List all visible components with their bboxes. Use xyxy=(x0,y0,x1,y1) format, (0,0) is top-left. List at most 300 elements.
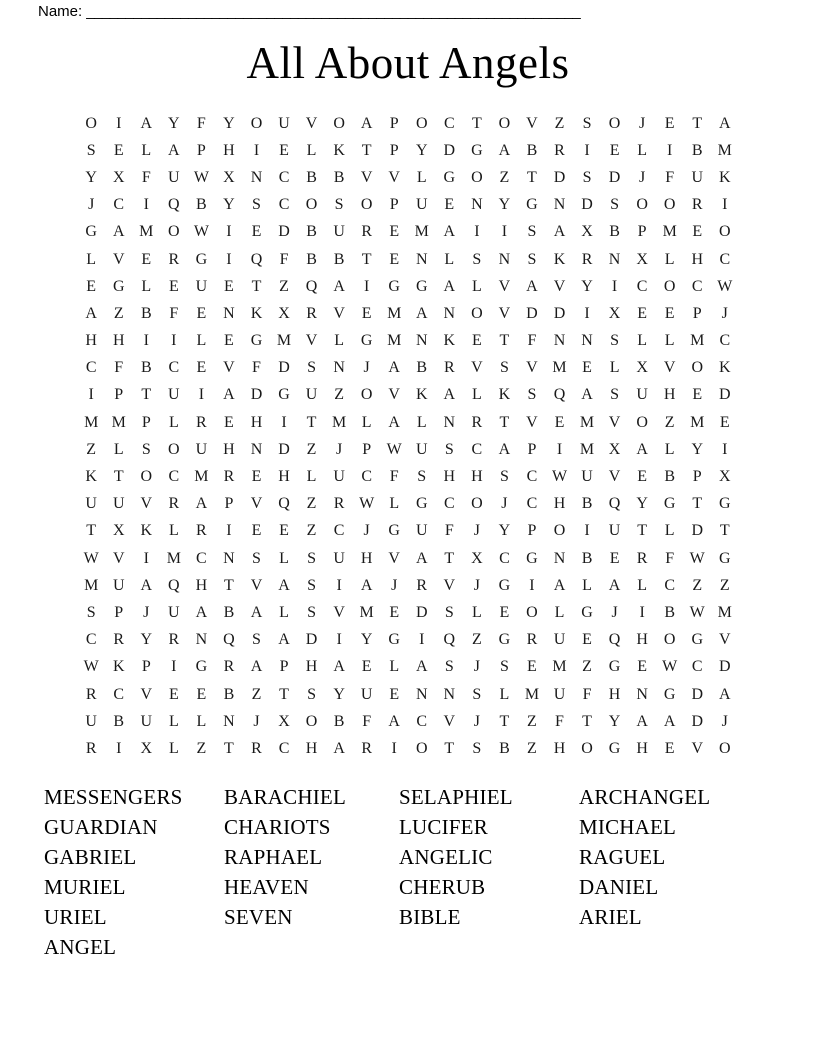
grid-cell[interactable]: B xyxy=(140,359,152,377)
grid-cell[interactable]: R xyxy=(636,549,648,567)
grid-cell[interactable]: Y xyxy=(85,168,97,186)
grid-cell[interactable]: N xyxy=(223,304,235,322)
grid-cell[interactable]: I xyxy=(639,603,645,621)
grid-cell[interactable]: T xyxy=(527,168,537,186)
grid-cell[interactable]: O xyxy=(85,114,97,132)
grid-cell[interactable]: T xyxy=(499,332,510,350)
grid-cell[interactable]: A xyxy=(388,359,400,377)
grid-cell[interactable]: Q xyxy=(553,386,566,404)
grid-cell[interactable]: N xyxy=(415,332,428,350)
grid-cell[interactable]: G xyxy=(498,631,511,649)
grid-cell[interactable]: P xyxy=(527,440,537,458)
grid-cell[interactable]: J xyxy=(611,603,618,621)
grid-cell[interactable]: A xyxy=(140,576,153,594)
grid-cell[interactable]: Y xyxy=(498,522,511,540)
grid-cell[interactable]: I xyxy=(611,277,618,295)
grid-cell[interactable]: V xyxy=(140,685,153,703)
grid-cell[interactable]: J xyxy=(473,522,480,540)
grid-cell[interactable]: M xyxy=(387,332,402,350)
grid-cell[interactable]: A xyxy=(718,114,731,132)
grid-cell[interactable]: I xyxy=(584,522,590,540)
grid-cell[interactable]: C xyxy=(664,576,676,594)
grid-cell[interactable]: X xyxy=(608,304,621,322)
grid-cell[interactable]: S xyxy=(417,468,427,486)
grid-cell[interactable]: N xyxy=(250,168,263,186)
grid-cell[interactable]: A xyxy=(553,223,566,241)
grid-cell[interactable]: X xyxy=(223,168,235,186)
grid-cell[interactable]: G xyxy=(388,522,400,540)
grid-cell[interactable]: S xyxy=(499,359,509,377)
grid-cell[interactable]: I xyxy=(474,223,480,241)
grid-cell[interactable]: S xyxy=(86,141,96,159)
word-list-item[interactable]: MURIEL xyxy=(44,875,126,899)
grid-cell[interactable]: V xyxy=(305,332,318,350)
grid-cell[interactable]: B xyxy=(223,603,235,621)
grid-cell[interactable]: S xyxy=(610,332,620,350)
grid-cell[interactable]: K xyxy=(140,522,153,540)
grid-cell[interactable]: I xyxy=(584,141,590,159)
grid-cell[interactable]: Z xyxy=(527,739,537,757)
grid-cell[interactable]: T xyxy=(361,141,372,159)
grid-cell[interactable]: K xyxy=(415,386,428,404)
grid-cell[interactable]: E xyxy=(141,250,152,268)
grid-cell[interactable]: V xyxy=(498,277,511,295)
grid-cell[interactable]: Y xyxy=(333,685,345,703)
grid-cell[interactable]: U xyxy=(305,386,318,404)
grid-cell[interactable]: W xyxy=(551,468,568,486)
grid-cell[interactable]: B xyxy=(306,168,317,186)
grid-cell[interactable]: W xyxy=(83,658,99,676)
grid-cell[interactable]: G xyxy=(415,277,428,295)
grid-cell[interactable]: H xyxy=(608,685,621,703)
grid-cell[interactable]: T xyxy=(306,413,317,431)
grid-cell[interactable]: A xyxy=(718,685,731,703)
grid-cell[interactable]: A xyxy=(526,277,538,295)
grid-cell[interactable]: B xyxy=(416,359,428,377)
grid-cell[interactable]: V xyxy=(112,250,125,268)
grid-cell[interactable]: H xyxy=(360,549,373,567)
grid-cell[interactable]: U xyxy=(553,685,566,703)
grid-cell[interactable]: F xyxy=(279,250,289,268)
grid-cell[interactable]: R xyxy=(85,739,97,757)
grid-cell[interactable]: A xyxy=(553,576,566,594)
grid-cell[interactable]: H xyxy=(691,250,703,268)
grid-cell[interactable]: O xyxy=(471,304,483,322)
grid-cell[interactable]: S xyxy=(334,196,344,214)
grid-cell[interactable]: E xyxy=(224,277,234,295)
grid-cell[interactable]: X xyxy=(718,468,731,486)
grid-cell[interactable]: D xyxy=(718,386,731,404)
grid-cell[interactable]: S xyxy=(307,549,317,567)
grid-cell[interactable]: N xyxy=(223,549,235,567)
grid-cell[interactable]: O xyxy=(636,413,648,431)
grid-cell[interactable]: P xyxy=(141,658,151,676)
grid-cell[interactable]: B xyxy=(499,739,510,757)
grid-cell[interactable]: S xyxy=(307,603,317,621)
grid-cell[interactable]: L xyxy=(306,141,317,159)
grid-cell[interactable]: S xyxy=(307,359,317,377)
grid-cell[interactable]: V xyxy=(360,168,373,186)
grid-cell[interactable]: C xyxy=(113,685,125,703)
grid-cell[interactable]: C xyxy=(636,277,648,295)
grid-cell[interactable]: R xyxy=(168,495,180,513)
grid-cell[interactable]: L xyxy=(361,413,372,431)
grid-cell[interactable]: V xyxy=(718,631,731,649)
grid-cell[interactable]: F xyxy=(389,468,399,486)
grid-cell[interactable]: V xyxy=(553,277,566,295)
grid-cell[interactable]: R xyxy=(333,495,345,513)
grid-cell[interactable]: L xyxy=(664,522,675,540)
grid-cell[interactable]: N xyxy=(443,413,456,431)
grid-cell[interactable]: Y xyxy=(168,114,180,132)
grid-cell[interactable]: E xyxy=(113,141,124,159)
grid-cell[interactable]: F xyxy=(141,168,151,186)
grid-cell[interactable]: O xyxy=(333,114,345,132)
grid-cell[interactable]: E xyxy=(554,413,565,431)
grid-cell[interactable]: L xyxy=(86,250,97,268)
grid-cell[interactable]: J xyxy=(363,359,370,377)
grid-cell[interactable]: A xyxy=(608,576,621,594)
grid-cell[interactable]: R xyxy=(113,631,125,649)
grid-cell[interactable]: V xyxy=(608,413,621,431)
grid-cell[interactable]: V xyxy=(305,114,318,132)
grid-cell[interactable]: G xyxy=(498,576,511,594)
grid-cell[interactable]: Y xyxy=(498,196,511,214)
grid-cell[interactable]: R xyxy=(223,658,235,676)
grid-cell[interactable]: F xyxy=(665,168,675,186)
grid-cell[interactable]: D xyxy=(691,522,703,540)
grid-cell[interactable]: B xyxy=(333,250,345,268)
grid-cell[interactable]: D xyxy=(278,359,290,377)
grid-cell[interactable]: E xyxy=(637,304,648,322)
grid-cell[interactable]: F xyxy=(555,712,564,730)
grid-cell[interactable]: D xyxy=(526,304,538,322)
grid-cell[interactable]: G xyxy=(195,658,208,676)
grid-cell[interactable]: O xyxy=(553,522,566,540)
grid-cell[interactable]: S xyxy=(472,250,482,268)
grid-cell[interactable]: H xyxy=(663,386,676,404)
grid-cell[interactable]: E xyxy=(499,603,510,621)
grid-cell[interactable]: N xyxy=(195,631,208,649)
grid-cell[interactable]: E xyxy=(168,685,179,703)
grid-cell[interactable]: U xyxy=(415,522,428,540)
grid-cell[interactable]: B xyxy=(333,168,345,186)
grid-cell[interactable]: S xyxy=(472,739,482,757)
grid-cell[interactable]: H xyxy=(250,413,263,431)
word-list-item[interactable]: RAGUEL xyxy=(579,845,666,869)
grid-cell[interactable]: L xyxy=(637,576,648,594)
grid-cell[interactable]: J xyxy=(253,712,260,730)
grid-cell[interactable]: U xyxy=(333,223,345,241)
grid-cell[interactable]: E xyxy=(664,304,675,322)
grid-cell[interactable]: G xyxy=(608,739,621,757)
grid-cell[interactable]: U xyxy=(553,631,566,649)
grid-cell[interactable]: O xyxy=(663,631,676,649)
grid-cell[interactable]: S xyxy=(252,196,261,214)
grid-cell[interactable]: H xyxy=(636,631,648,649)
word-list-item[interactable]: SELAPHIEL xyxy=(399,785,513,809)
grid-cell[interactable]: P xyxy=(389,141,399,159)
grid-cell[interactable]: I xyxy=(171,658,177,676)
grid-cell[interactable]: J xyxy=(473,658,480,676)
grid-cell[interactable]: M xyxy=(524,685,540,703)
grid-cell[interactable]: O xyxy=(636,196,648,214)
grid-cell[interactable]: Q xyxy=(608,495,621,513)
grid-cell[interactable]: K xyxy=(718,168,731,186)
grid-cell[interactable]: I xyxy=(143,549,149,567)
grid-cell[interactable]: G xyxy=(195,250,208,268)
grid-cell[interactable]: L xyxy=(664,440,675,458)
grid-cell[interactable]: Q xyxy=(278,495,290,513)
grid-cell[interactable]: L xyxy=(168,739,179,757)
grid-cell[interactable]: C xyxy=(333,522,345,540)
grid-cell[interactable]: V xyxy=(223,359,235,377)
grid-cell[interactable]: L xyxy=(609,359,620,377)
grid-cell[interactable]: L xyxy=(664,332,675,350)
grid-cell[interactable]: A xyxy=(195,495,208,513)
grid-cell[interactable]: E xyxy=(609,141,620,159)
grid-cell[interactable]: U xyxy=(636,386,648,404)
grid-cell[interactable]: L xyxy=(637,332,648,350)
grid-cell[interactable]: V xyxy=(140,495,153,513)
grid-cell[interactable]: A xyxy=(443,277,456,295)
grid-cell[interactable]: T xyxy=(444,739,455,757)
grid-cell[interactable]: L xyxy=(196,332,207,350)
grid-cell[interactable]: L xyxy=(168,522,179,540)
grid-cell[interactable]: T xyxy=(471,114,482,132)
grid-cell[interactable]: Y xyxy=(608,712,621,730)
grid-cell[interactable]: R xyxy=(443,359,455,377)
grid-cell[interactable]: O xyxy=(415,739,428,757)
grid-cell[interactable]: M xyxy=(166,549,181,567)
grid-cell[interactable]: V xyxy=(333,304,345,322)
word-list-item[interactable]: MICHAEL xyxy=(579,815,677,839)
grid-cell[interactable]: J xyxy=(721,712,728,730)
grid-cell[interactable]: Z xyxy=(471,631,482,649)
grid-cell[interactable]: C xyxy=(719,250,731,268)
grid-cell[interactable]: N xyxy=(223,712,235,730)
grid-cell[interactable]: T xyxy=(141,386,152,404)
grid-cell[interactable]: G xyxy=(663,495,676,513)
grid-cell[interactable]: D xyxy=(305,631,318,649)
grid-cell[interactable]: N xyxy=(443,304,456,322)
grid-cell[interactable]: J xyxy=(143,603,150,621)
grid-cell[interactable]: U xyxy=(581,468,593,486)
grid-cell[interactable]: D xyxy=(581,196,593,214)
grid-cell[interactable]: H xyxy=(636,739,648,757)
grid-cell[interactable]: A xyxy=(443,223,456,241)
grid-cell[interactable]: X xyxy=(140,739,153,757)
grid-cell[interactable]: I xyxy=(226,522,232,540)
grid-cell[interactable]: I xyxy=(364,277,370,295)
grid-cell[interactable]: D xyxy=(250,386,263,404)
grid-cell[interactable]: V xyxy=(443,712,456,730)
word-list-item[interactable]: BARACHIEL xyxy=(224,785,346,809)
grid-cell[interactable]: V xyxy=(498,304,511,322)
grid-cell[interactable]: R xyxy=(691,196,703,214)
grid-cell[interactable]: L xyxy=(168,712,179,730)
grid-cell[interactable]: L xyxy=(196,712,207,730)
grid-cell[interactable]: M xyxy=(359,603,374,621)
grid-cell[interactable]: M xyxy=(690,332,705,350)
grid-cell[interactable]: S xyxy=(141,440,151,458)
word-list-item[interactable]: GUARDIAN xyxy=(44,815,158,839)
grid-cell[interactable]: X xyxy=(581,223,593,241)
grid-cell[interactable]: A xyxy=(636,712,648,730)
grid-cell[interactable]: I xyxy=(336,631,342,649)
grid-cell[interactable]: S xyxy=(472,685,482,703)
grid-cell[interactable]: E xyxy=(664,114,675,132)
grid-cell[interactable]: S xyxy=(252,631,261,649)
grid-cell[interactable]: J xyxy=(721,304,728,322)
grid-cell[interactable]: U xyxy=(85,712,97,730)
word-search-grid[interactable] xyxy=(78,110,738,763)
grid-cell[interactable]: T xyxy=(719,522,730,540)
grid-cell[interactable]: R xyxy=(168,631,180,649)
grid-cell[interactable]: F xyxy=(362,712,372,730)
grid-cell[interactable]: Z xyxy=(499,168,510,186)
grid-cell[interactable]: L xyxy=(637,141,648,159)
grid-cell[interactable]: P xyxy=(224,495,234,513)
grid-cell[interactable]: A xyxy=(360,114,373,132)
grid-cell[interactable]: G xyxy=(85,223,97,241)
grid-cell[interactable]: O xyxy=(691,359,703,377)
grid-cell[interactable]: E xyxy=(471,332,482,350)
grid-cell[interactable]: S xyxy=(444,440,454,458)
grid-cell[interactable]: A xyxy=(415,549,428,567)
grid-cell[interactable]: B xyxy=(526,141,538,159)
grid-cell[interactable]: O xyxy=(581,739,593,757)
word-list-item[interactable]: CHERUB xyxy=(399,875,486,899)
grid-cell[interactable]: R xyxy=(196,522,207,540)
word-list-item[interactable]: LUCIFER xyxy=(399,815,488,839)
grid-cell[interactable]: P xyxy=(362,440,372,458)
grid-cell[interactable]: O xyxy=(718,223,731,241)
grid-cell[interactable]: Z xyxy=(113,304,124,322)
grid-cell[interactable]: Z xyxy=(554,114,565,132)
grid-cell[interactable]: I xyxy=(253,141,260,159)
grid-cell[interactable]: O xyxy=(608,114,621,132)
grid-cell[interactable]: E xyxy=(86,277,97,295)
grid-cell[interactable]: K xyxy=(498,386,511,404)
grid-cell[interactable]: U xyxy=(415,196,428,214)
grid-cell[interactable]: A xyxy=(360,576,373,594)
grid-cell[interactable]: C xyxy=(499,549,510,567)
grid-cell[interactable]: T xyxy=(86,522,97,540)
grid-cell[interactable]: W xyxy=(689,549,705,567)
grid-cell[interactable]: P xyxy=(196,141,206,159)
grid-cell[interactable]: L xyxy=(499,685,510,703)
grid-cell[interactable]: H xyxy=(305,658,318,676)
grid-cell[interactable]: R xyxy=(526,631,538,649)
grid-cell[interactable]: U xyxy=(140,712,153,730)
grid-cell[interactable]: M xyxy=(139,223,154,241)
word-list-item[interactable]: DANIEL xyxy=(579,875,659,899)
grid-cell[interactable]: R xyxy=(361,739,372,757)
grid-cell[interactable]: T xyxy=(224,739,234,757)
grid-cell[interactable]: L xyxy=(168,413,179,431)
grid-cell[interactable]: B xyxy=(140,304,152,322)
grid-cell[interactable]: M xyxy=(579,440,595,458)
grid-cell[interactable]: G xyxy=(112,277,125,295)
grid-cell[interactable]: L xyxy=(389,658,400,676)
grid-cell[interactable]: A xyxy=(112,223,125,241)
grid-cell[interactable]: E xyxy=(692,386,703,404)
grid-cell[interactable]: O xyxy=(663,277,676,295)
grid-cell[interactable]: S xyxy=(610,196,620,214)
grid-cell[interactable]: P xyxy=(637,223,647,241)
grid-cell[interactable]: M xyxy=(579,413,595,431)
grid-cell[interactable]: F xyxy=(114,359,124,377)
grid-cell[interactable]: R xyxy=(306,304,317,322)
grid-cell[interactable]: I xyxy=(667,141,673,159)
grid-cell[interactable]: B xyxy=(223,685,235,703)
name-input-line[interactable]: _______________________________________________________________ xyxy=(86,3,581,20)
grid-cell[interactable]: C xyxy=(278,196,290,214)
word-list-item[interactable]: CHARIOTS xyxy=(224,815,331,839)
grid-cell[interactable]: O xyxy=(526,603,538,621)
grid-cell[interactable]: O xyxy=(360,386,373,404)
grid-cell[interactable]: H xyxy=(195,576,208,594)
grid-cell[interactable]: C xyxy=(691,658,703,676)
grid-cell[interactable]: B xyxy=(664,603,676,621)
grid-cell[interactable]: Q xyxy=(168,576,180,594)
grid-cell[interactable]: J xyxy=(88,196,95,214)
grid-cell[interactable]: E xyxy=(527,658,537,676)
grid-cell[interactable]: I xyxy=(281,413,287,431)
grid-cell[interactable]: A xyxy=(278,631,290,649)
grid-cell[interactable]: B xyxy=(333,712,345,730)
grid-cell[interactable]: L xyxy=(471,277,482,295)
grid-cell[interactable]: B xyxy=(609,223,620,241)
grid-cell[interactable]: O xyxy=(663,196,676,214)
grid-cell[interactable]: E xyxy=(279,522,289,540)
grid-cell[interactable]: H xyxy=(223,141,235,159)
grid-cell[interactable]: M xyxy=(276,332,292,350)
grid-cell[interactable]: C xyxy=(719,332,731,350)
grid-cell[interactable]: H xyxy=(443,468,456,486)
grid-cell[interactable]: V xyxy=(443,576,456,594)
grid-cell[interactable]: W xyxy=(193,223,209,241)
grid-cell[interactable]: E xyxy=(196,685,207,703)
grid-cell[interactable]: G xyxy=(250,332,263,350)
grid-cell[interactable]: U xyxy=(333,549,345,567)
grid-cell[interactable]: V xyxy=(526,413,538,431)
grid-cell[interactable]: Q xyxy=(250,250,263,268)
grid-cell[interactable]: O xyxy=(360,196,373,214)
grid-cell[interactable]: C xyxy=(471,440,483,458)
grid-cell[interactable]: G xyxy=(443,168,456,186)
grid-cell[interactable]: H xyxy=(553,495,566,513)
grid-cell[interactable]: Z xyxy=(306,495,317,513)
grid-cell[interactable]: L xyxy=(141,277,152,295)
grid-cell[interactable]: I xyxy=(556,440,563,458)
grid-cell[interactable]: V xyxy=(333,603,345,621)
grid-cell[interactable]: I xyxy=(391,739,397,757)
grid-cell[interactable]: G xyxy=(718,495,731,513)
grid-cell[interactable]: V xyxy=(388,168,400,186)
grid-cell[interactable]: A xyxy=(581,386,593,404)
grid-cell[interactable]: V xyxy=(112,549,125,567)
grid-cell[interactable]: F xyxy=(582,685,592,703)
grid-cell[interactable]: T xyxy=(692,495,703,513)
grid-cell[interactable]: J xyxy=(501,495,508,513)
grid-cell[interactable]: N xyxy=(333,359,345,377)
grid-cell[interactable]: M xyxy=(662,223,677,241)
word-list-item[interactable]: BIBLE xyxy=(399,905,461,929)
grid-cell[interactable]: Y xyxy=(581,277,593,295)
grid-cell[interactable]: Q xyxy=(443,631,456,649)
